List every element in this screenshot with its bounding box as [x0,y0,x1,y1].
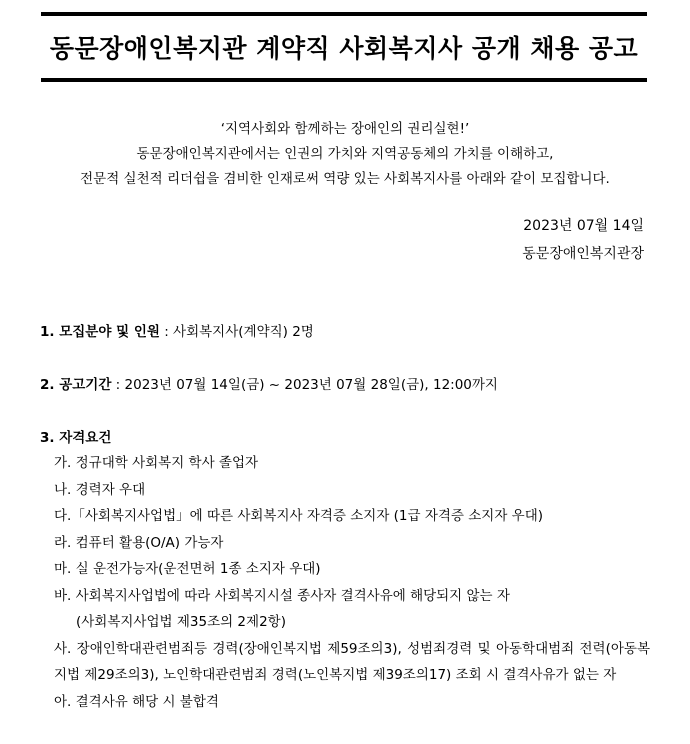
intro-line: 전문적 실천적 리더쉽을 겸비한 인재로써 역량 있는 사회복지사를 아래와 같이 모집합니다. [80,171,610,187]
qualification-list [40,450,650,715]
list-item: 마. 실 운전가능자(운전면허 1종 소지자 우대) [54,561,321,577]
notice-date: 2023년 07월 14일 [523,218,644,234]
section-label: 3. 자격요건 [40,430,112,446]
section-label: 2. 공고기간 [40,377,112,393]
section-recruit [40,320,314,340]
title-box [41,12,647,82]
intro-paragraph [0,117,690,192]
list-item: 다.「사회복지사업법」에 따른 사회복지사 자격증 소지자 (1급 자격증 소지자 우대) [54,508,544,524]
list-item-note: (사회복지사업법 제35조의 2제2항) [76,614,286,630]
section-label: 1. 모집분야 및 인원 [40,324,160,340]
signature-block [522,212,644,268]
list-item: 라. 컴퓨터 활용(O/A) 가능자 [54,534,224,551]
list-item: 바. 사회복지사업법에 따라 사회복지시설 종사자 결격사유에 해당되지 않는 자 [54,587,510,604]
list-item: 나. 경력자 우대 [54,481,146,498]
intro-slogan: ‘지역사회와 함께하는 장애인의 권리실현!’ [220,121,470,137]
intro-line: 동문장애인복지관에서는 인권의 가치와 지역공동체의 가치를 이해하고, [136,146,554,162]
section-qualifications [40,426,111,446]
list-item: 가. 정규대학 사회복지 학사 졸업자 [54,455,259,471]
list-item: 사. 장애인학대관련범죄등 경력(장애인복지법 제59조의3), 성범죄경력 및 아동학대범죄 전력(아동복지법 제29조의3), 노인학대관련범죄 경력(노인복지법 제39조의17) 조회 시 결격사유가 없는 자 [54,640,650,683]
page-title: 동문장애인복지관 계약직 사회복지사 공개 채용 공고 [49,34,639,63]
section-period [40,373,498,393]
signer-name: 동문장애인복지관장 [522,246,644,262]
list-item: 아. 결격사유 해당 시 불합격 [54,693,219,710]
section-value: : 2023년 07월 14일(금) ~ 2023년 07월 28일(금), 12:00까지 [111,377,498,393]
section-value: : 사회복지사(계약직) 2명 [159,324,314,340]
